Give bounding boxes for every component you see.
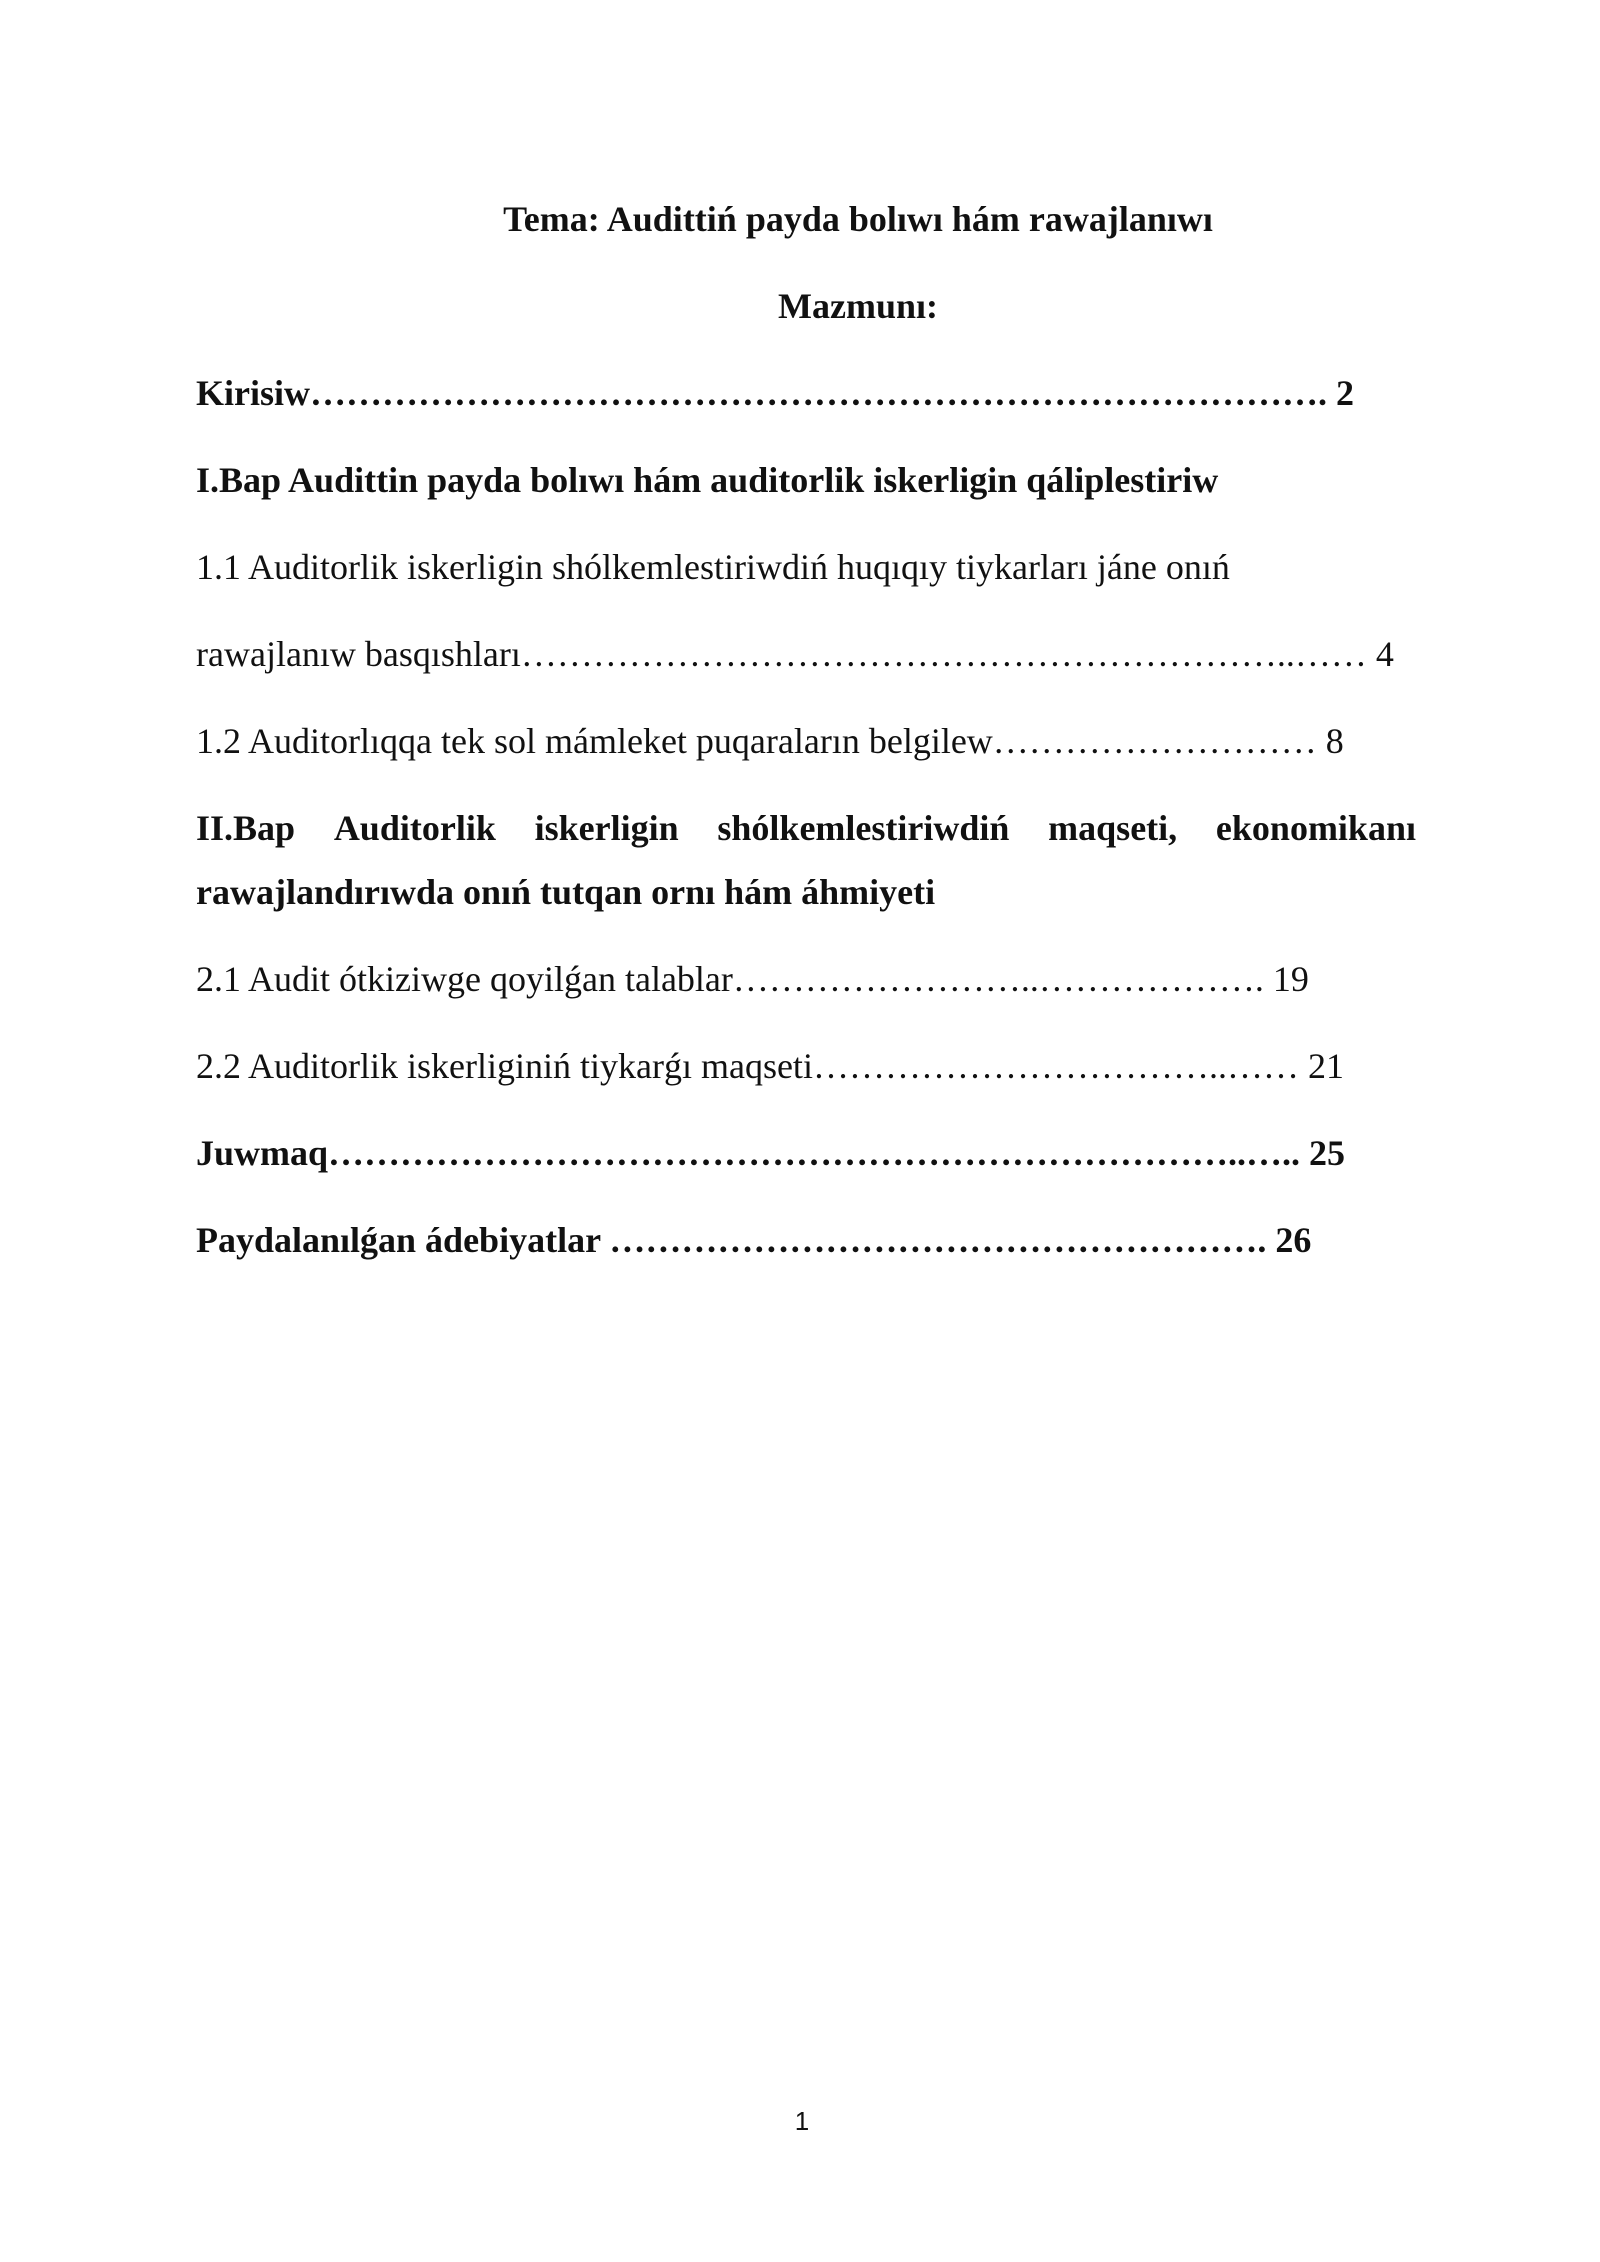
toc-chapter-2-line1: [196, 806, 1416, 850]
toc-entry-1-1-line2: rawajlanıw basqıshları………………………………………………………..…… 4: [196, 634, 1394, 674]
toc-entry-references: Paydalanılǵan ádebiyatlar ………………………………………………. 26: [196, 1220, 1312, 1260]
toc-entry-2-2: 2.2 Auditorlik iskerliginiń tiykarǵı maqseti……………………………..…… 21: [196, 1046, 1344, 1086]
toc-chapter-2-word: II.Bap: [196, 808, 296, 848]
document-title: Tema: Audittiń payda bolıwı hám rawajlanıwı: [503, 199, 1213, 239]
toc-chapter-2-line2: rawajlandırıwda onıń tutqan ornı hám áhmiyeti: [196, 872, 936, 912]
toc-entry-2-1: 2.1 Audit ótkiziwge qoyilǵan talablar……………………..………………. 19: [196, 959, 1309, 999]
toc-entry-conclusion: Juwmaq…………………………………………………………………..….. 25: [196, 1133, 1346, 1173]
toc-chapter-1: I.Bap Audittin payda bolıwı hám auditorlik iskerligin qáliplestiriw: [196, 460, 1219, 500]
toc-chapter-2-word: maqseti,: [1048, 808, 1178, 848]
toc-chapter-2-word: iskerligin: [534, 808, 679, 848]
toc-entry-intro: Kirisiw…………………………………………………………………………. 2: [196, 373, 1354, 413]
toc-chapter-2-word: Auditorlik: [333, 808, 496, 848]
toc-entry-1-1-line1: 1.1 Auditorlik iskerligin shólkemlestiriwdiń huqıqıy tiykarları jáne onıń: [196, 547, 1230, 587]
toc-chapter-2-word: ekonomikanı: [1215, 808, 1416, 848]
page-number: 1: [794, 2106, 810, 2136]
toc-chapter-2-word: shólkemlestiriwdiń: [717, 808, 1010, 848]
contents-heading: Mazmunı:: [778, 286, 938, 326]
toc-entry-1-2: 1.2 Auditorlıqqa tek sol mámleket puqaraların belgilew……………………… 8: [196, 721, 1344, 761]
